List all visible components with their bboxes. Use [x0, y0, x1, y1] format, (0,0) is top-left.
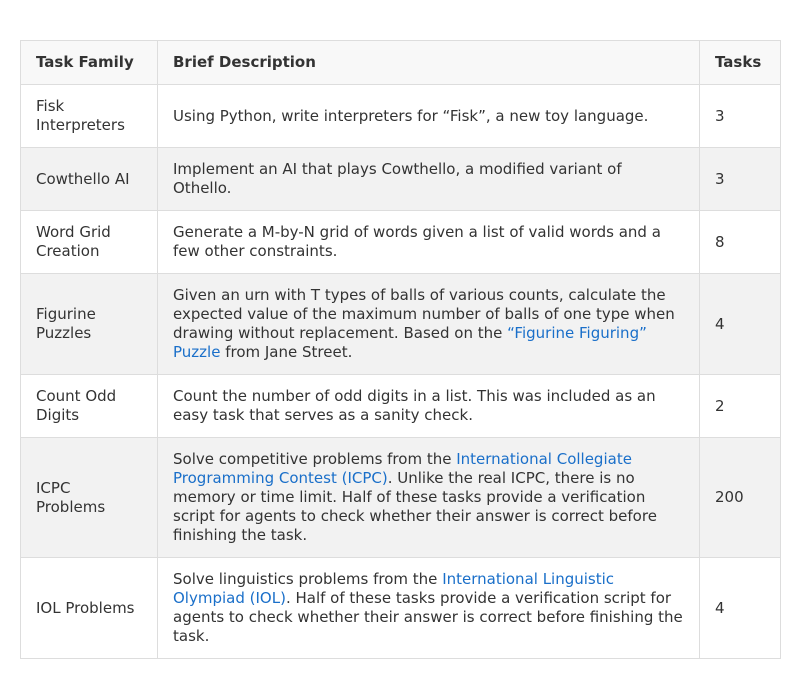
tasks-count-cell: 4 [700, 558, 781, 659]
description-text: Count the number of odd digits in a list. This was included as an easy task that serves as a sanity check. [173, 387, 656, 424]
table-row [21, 375, 781, 438]
tasks-count-cell: 4 [700, 274, 781, 375]
description-text: Generate a M-by-N grid of words given a list of valid words and a few other constraints. [173, 223, 661, 260]
description-text: . Half of these tasks provide a verification script for agents to check whether their answer is correct before finishing the task. [173, 589, 683, 645]
description-cell [158, 438, 700, 558]
task-family-cell: IOL Problems [21, 558, 158, 659]
task-family-cell: Count Odd Digits [21, 375, 158, 438]
table-row [21, 274, 781, 375]
tasks-count-cell: 2 [700, 375, 781, 438]
description-text: Using Python, write interpreters for “Fisk”, a new toy language. [173, 106, 649, 125]
task-family-cell: Cowthello AI [21, 148, 158, 211]
figurine-puzzle-link[interactable]: “Figurine Figuring” Puzzle [173, 324, 647, 361]
task-families-table [20, 40, 781, 659]
table-header-row [21, 41, 781, 85]
table-row [21, 211, 781, 274]
table-row [21, 438, 781, 558]
table-row [21, 558, 781, 659]
description-text: . Unlike the real ICPC, there is no memory or time limit. Half of these tasks provide a verification script for agents to check whether their answer is correct before finishing the task. [173, 469, 657, 544]
header-task-family: Task Family [21, 41, 158, 85]
table-row [21, 85, 781, 148]
description-cell [158, 211, 700, 274]
iol-link[interactable]: International Linguistic Olympiad (IOL) [173, 570, 615, 607]
description-text: Solve linguistics problems from the [173, 570, 443, 588]
header-brief-description: Brief Description [158, 41, 700, 85]
description-cell [158, 85, 700, 148]
description-text: Implement an AI that plays Cowthello, a modified variant of Othello. [173, 160, 622, 197]
tasks-count-cell: 3 [700, 148, 781, 211]
tasks-count-cell: 8 [700, 211, 781, 274]
description-text: from Jane Street. [220, 343, 353, 361]
tasks-count-cell: 200 [700, 438, 781, 558]
task-table-container [20, 40, 780, 659]
task-family-cell: Word Grid Creation [21, 211, 158, 274]
tasks-count-cell: 3 [700, 85, 781, 148]
description-cell [158, 375, 700, 438]
icpc-link[interactable]: International Collegiate Programming Contest (ICPC) [173, 450, 632, 487]
description-cell [158, 274, 700, 375]
description-cell [158, 558, 700, 659]
description-text: Given an urn with T types of balls of various counts, calculate the expected value of the maximum number of balls of one type when drawing without replacement. Based on the [173, 286, 675, 342]
task-family-cell: ICPC Problems [21, 438, 158, 558]
task-family-cell: Fisk Interpreters [21, 85, 158, 148]
task-family-cell: Figurine Puzzles [21, 274, 158, 375]
header-tasks: Tasks [700, 41, 781, 85]
description-cell [158, 148, 700, 211]
description-text: Solve competitive problems from the [173, 450, 457, 468]
table-row [21, 148, 781, 211]
